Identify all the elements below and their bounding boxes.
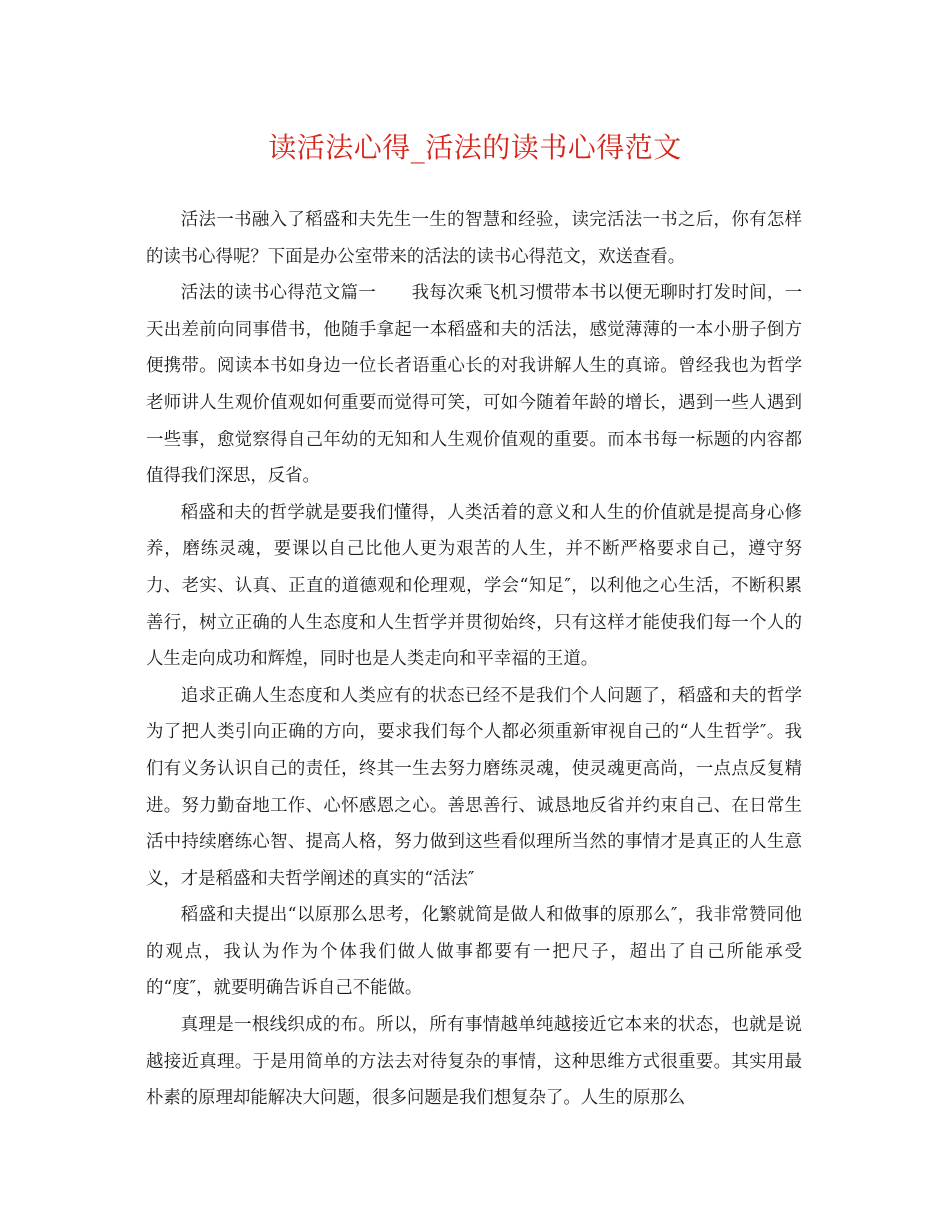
paragraph-intro: 活法一书融入了稻盛和夫先生一生的智慧和经验，读完活法一书之后，你有怎样的读书心得呢？下面是办公室带来的活法的读书心得范文，欢送查看。 bbox=[146, 210, 802, 267]
paragraph-attitude: 追求正确人生态度和人类应有的状态已经不是我们个人问题了，稻盛和夫的哲学为了把人类引向正确的方向，要求我们每个人都必须重新审视自己的“人生哲学″。我们有义务认识自己的责任，终其一生去努力磨练灵魂，使灵魂更高尚，一点点反复精进。努力勤奋地工作、心怀感恩之心。善思善行、诚恳地反省并约束自己、在日常生活中持续磨练心智、提高人格，努力做到这些看似理所当然的事情才是真正的人生意义，才是稻盛和夫哲学阐述的真实的“活法″ bbox=[146, 685, 802, 889]
paragraph-essay-one: 活法的读书心得范文篇一 我每次乘飞机习惯带本书以便无聊时打发时间，一天出差前向同事借书，他随手拿起一本稻盛和夫的活法，感觉薄薄的一本小册子倒方便携带。阅读本书如身边一位长者语重心长的对我讲解人生的真谛。曾经我也为哲学老师讲人生观价值观如何重要而觉得可笑，可如今随着年龄的增长，遇到一些人遇到一些事，愈觉察得自己年幼的无知和人生观价值观的重要。而本书每一标题的内容都值得我们深思，反省。 bbox=[146, 283, 802, 487]
paragraph-principle: 稻盛和夫提出“以原那么思考，化繁就简是做人和做事的原那么″，我非常赞同他的观点，我认为作为个体我们做人做事都要有一把尺子，超出了自己所能承受的“度″，就要明确告诉自己不能做。 bbox=[146, 905, 802, 999]
paragraph-truth: 真理是一根线织成的布。所以，所有事情越单纯越接近它本来的状态，也就是说越接近真理。于是用简单的方法去对待复杂的事情，这种思维方式很重要。其实用最朴素的原理却能解决大问题，很多问题是我们想复杂了。人生的原那么 bbox=[146, 1015, 802, 1109]
document-body bbox=[146, 202, 802, 1117]
document-title: 读活法心得_活法的读书心得范文 bbox=[268, 131, 682, 164]
paragraph-philosophy: 稻盛和夫的哲学就是要我们懂得，人类活着的意义和人生的价值就是提高身心修养，磨练灵魂，要课以自己比他人更为艰苦的人生，并不断严格要求自己，遵守努力、老实、认真、正直的道德观和伦理观，学会“知足″，以利他之心生活，不断积累善行，树立正确的人生态度和人生哲学并贯彻始终，只有这样才能使我们每一个人的人生走向成功和辉煌，同时也是人类走向和平幸福的王道。 bbox=[146, 502, 802, 670]
